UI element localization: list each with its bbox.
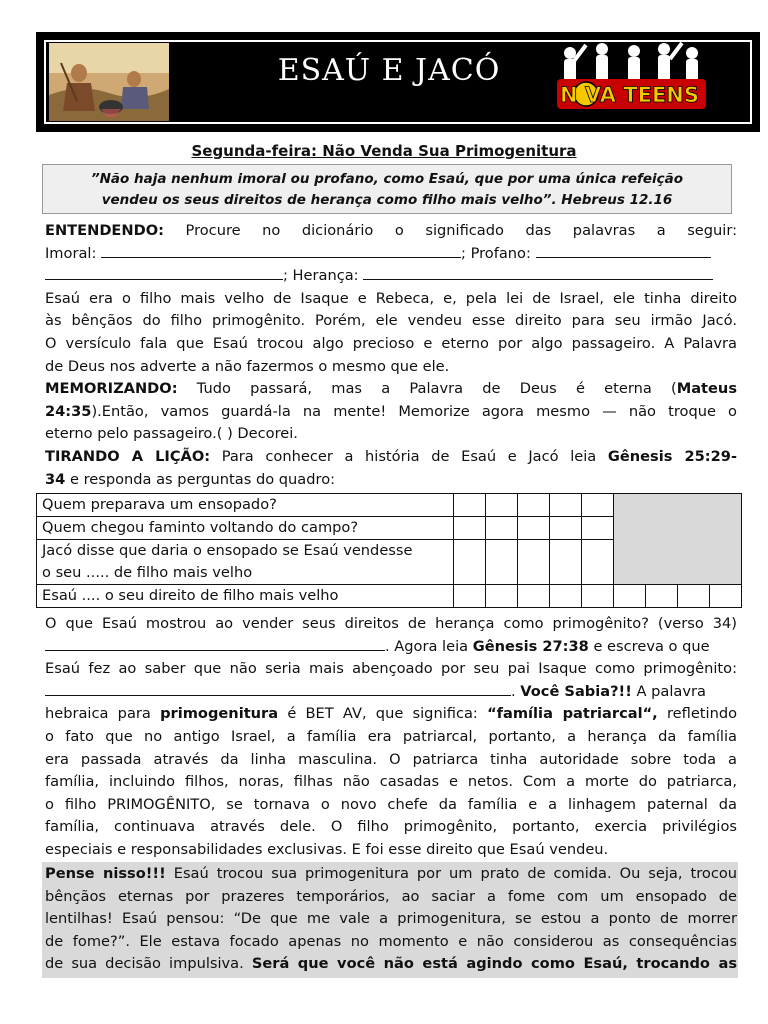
answer-box[interactable] (550, 585, 582, 608)
memorizando-line-2: 24:35).Então, vamos guardá-la na mente! Memorize agora mesmo — não troque o (45, 402, 737, 420)
entendendo-para-1: Esaú era o filho mais velho de Isaque e Rebeca, e, pela lei de Israel, ele tinha direito (45, 289, 737, 307)
after-para-3: família, incluindo filhos, noras, filhas não casadas e netos. Com a morte do patriarca, (45, 773, 737, 791)
bible-quote-box (42, 164, 732, 214)
answer-box[interactable] (486, 517, 518, 540)
questions-table (36, 493, 742, 608)
answer-box[interactable] (486, 494, 518, 517)
answer-box[interactable] (550, 517, 582, 540)
table-row (37, 494, 742, 517)
after-para-4: o filho PRIMOGÊNITO, se tornava o novo chefe da família e a linhagem paternal da (45, 795, 737, 813)
pense-nisso-section (45, 863, 737, 976)
header-banner (36, 32, 760, 132)
pense-line-2: bênçãos eternas por prazeres temporários, ao saciar a fome com um ensopado de (45, 887, 737, 905)
after-para-2: era passada através da linha masculina. O patriarca tinha autoridade sobre toda a (45, 750, 737, 768)
pense-line-5: de sua decisão impulsiva. Será que você não está agindo como Esaú, trocando as (45, 955, 738, 973)
imoral-label: Imoral: (45, 244, 97, 262)
answer-box[interactable] (518, 540, 550, 585)
quote-line-1: ”Não haja nenhum imoral ou profano, como Esaú, que por uma única refeição (90, 171, 684, 187)
memorizando-line-1: MEMORIZANDO: Tudo passará, mas a Palavra de Deus é eterna (Mateus (45, 380, 738, 398)
entendendo-line-3 (45, 265, 737, 288)
entendendo-line-2 (45, 243, 737, 266)
answer-box[interactable] (454, 585, 486, 608)
svg-text:N VA TEENS: N VA TEENS (560, 83, 699, 107)
after-line-5: hebraica para primogenitura é BET AV, que significa: “família patriarcal“, refletindo (45, 705, 738, 723)
answer-box[interactable] (582, 585, 614, 608)
lesson-title: Segunda-feira: Não Venda Sua Primogenitura (191, 142, 577, 160)
entendendo-section (45, 220, 737, 491)
tirando-line-2: 34 e responda as perguntas do quadro: (45, 470, 336, 488)
profano-blank[interactable] (536, 243, 711, 258)
answer-box[interactable] (486, 540, 518, 585)
pense-line-4: de fome?”. Ele estava focado apenas no momento e não considerou as consequências (45, 932, 737, 950)
answer-box[interactable] (454, 494, 486, 517)
question-2: Quem chegou faminto voltando do campo? (37, 517, 454, 540)
pense-label: Pense nisso!!! (45, 865, 166, 882)
answer-box[interactable] (550, 494, 582, 517)
entendendo-para-2: às bênçãos do filho primogênito. Porém, ele vendeu esse direito para seu irmão Jacó. (45, 312, 737, 330)
answer-box[interactable] (454, 540, 486, 585)
page-header-title: ESAÚ E JACÓ (277, 53, 501, 88)
heranca-blank[interactable] (363, 265, 713, 280)
question-3: Jacó disse que daria o ensopado se Esaú vendesse o seu ..... de filho mais velho (37, 540, 454, 585)
after-para-1: o fato que no antigo Israel, a família era patriarcal, portanto, a herança da família (45, 727, 737, 745)
answer-box[interactable] (646, 585, 678, 608)
answer-box[interactable] (454, 517, 486, 540)
after-line-3: Esaú fez ao saber que não seria mais abençoado por seu pai Isaque como primogênito: (45, 660, 737, 678)
profano-label: ; Profano: (461, 244, 531, 262)
memorizando-label: MEMORIZANDO: (45, 380, 178, 398)
after-line-2: . Agora leia Gênesis 27:38 e escreva o que (45, 636, 737, 659)
answer-box[interactable] (582, 540, 614, 585)
answer-box[interactable] (486, 585, 518, 608)
entendendo-para-4: de Deus nos adverte a não fazermos o mesmo que ele. (45, 357, 450, 375)
answer-box[interactable] (614, 585, 646, 608)
profano-blank-cont[interactable] (45, 265, 283, 280)
tirando-label: TIRANDO A LIÇÃO: (45, 447, 211, 465)
entendendo-para-3: O versículo fala que Esaú trocou algo precioso e eterno por algo passageiro. A Palavra (45, 334, 737, 352)
after-line-1: O que Esaú mostrou ao vender seus direitos de herança como primogênito? (verso 34) (45, 615, 737, 632)
after-line-4: . Você Sabia?!! A palavra (45, 681, 737, 704)
tirando-line-1: TIRANDO A LIÇÃO: Para conhecer a história de Esaú e Jacó leia Gênesis 25:29- (45, 447, 738, 465)
entendendo-line-1: ENTENDENDO: Procure no dicionário o significado das palavras a seguir: (45, 222, 738, 239)
answer-box[interactable] (710, 585, 742, 608)
after-para-5: família, continuava através dele. O filho primogênito, portanto, exercia privilégios (45, 818, 737, 836)
question-1: Quem preparava um ensopado? (37, 494, 454, 517)
answer-box[interactable] (582, 517, 614, 540)
esau-jacob-illustration (49, 43, 169, 121)
entendendo-label: ENTENDENDO: (45, 222, 164, 239)
grey-block (614, 494, 742, 585)
answer-blank-1[interactable] (45, 636, 385, 651)
answer-blank-2[interactable] (45, 681, 511, 696)
heranca-label: ; Herança: (283, 267, 359, 285)
pense-line-1: Pense nisso!!! Esaú trocou sua primogenitura por um prato de comida. Ou seja, trocou (45, 865, 738, 882)
pense-line-3: lentilhas! Esaú pensou: “De que me vale a primogenitura, se estou a ponto de morrer (45, 910, 737, 928)
answer-box[interactable] (678, 585, 710, 608)
answer-box[interactable] (518, 517, 550, 540)
after-table-section (45, 613, 737, 862)
answer-box[interactable] (518, 494, 550, 517)
quote-line-2: vendeu os seus direitos de herança como filho mais velho”. Hebreus 12.16 (101, 192, 673, 208)
table-row (37, 585, 742, 608)
after-para-6: especiais e responsabilidades exclusivas. E foi esse direito que Esaú vendeu. (45, 840, 609, 858)
question-4: Esaú .... o seu direito de filho mais velho (37, 585, 454, 608)
memorizando-line-3: eterno pelo passageiro.( ) Decorei. (45, 425, 298, 443)
answer-box[interactable] (582, 494, 614, 517)
imoral-blank[interactable] (101, 243, 461, 258)
answer-box[interactable] (518, 585, 550, 608)
nova-teens-logo (554, 39, 709, 121)
answer-box[interactable] (550, 540, 582, 585)
